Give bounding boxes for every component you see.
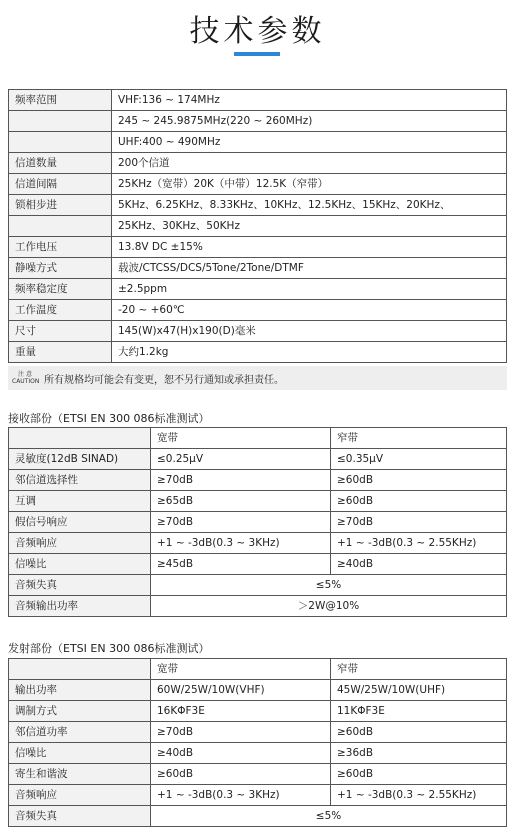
spec-label: 信道间隔 <box>9 174 112 195</box>
merged-value: ≤5% <box>151 575 507 596</box>
spec-value: 200个信道 <box>112 153 507 174</box>
table-row <box>9 449 507 470</box>
row-label: 互调 <box>9 491 151 512</box>
wide-value: 16KΦF3E <box>151 701 331 722</box>
caution-tag-cn: 注 意 <box>18 371 32 378</box>
narrow-value: ≥60dB <box>331 491 507 512</box>
table-row <box>9 216 507 237</box>
spec-value: VHF:136 ~ 174MHz <box>112 90 507 111</box>
table-row <box>9 195 507 216</box>
row-label: 输出功率 <box>9 680 151 701</box>
row-label: 信噪比 <box>9 743 151 764</box>
row-label: 邻信道功率 <box>9 722 151 743</box>
wide-value: ≥70dB <box>151 722 331 743</box>
spec-label: 工作电压 <box>9 237 112 258</box>
table-row <box>9 575 507 596</box>
table-header-row <box>9 428 507 449</box>
table-row <box>9 764 507 785</box>
spec-label: 频率范围 <box>9 90 112 111</box>
caution-note <box>8 366 507 390</box>
wide-value: ≤0.25μV <box>151 449 331 470</box>
receive-heading: 接收部份（ETSI EN 300 086标准测试） <box>8 412 210 425</box>
table-row <box>9 491 507 512</box>
spec-value: ±2.5ppm <box>112 279 507 300</box>
spec-label: 工作温度 <box>9 300 112 321</box>
spec-value: 245 ~ 245.9875MHz(220 ~ 260MHz) <box>112 111 507 132</box>
row-label: 调制方式 <box>9 701 151 722</box>
table-row <box>9 701 507 722</box>
spec-label <box>9 132 112 153</box>
wide-value: ≥70dB <box>151 470 331 491</box>
table-row <box>9 174 507 195</box>
transmit-table <box>8 658 507 827</box>
wide-value: ≥40dB <box>151 743 331 764</box>
spec-value: UHF:400 ~ 490MHz <box>112 132 507 153</box>
spec-label: 频率稳定度 <box>9 279 112 300</box>
wide-value: ≥45dB <box>151 554 331 575</box>
merged-value: ≤5% <box>151 806 507 827</box>
table-row <box>9 722 507 743</box>
row-label: 音频输出功率 <box>9 596 151 617</box>
table-row <box>9 533 507 554</box>
table-row <box>9 90 507 111</box>
row-label: 音频失真 <box>9 575 151 596</box>
row-label: 音频响应 <box>9 785 151 806</box>
narrow-value: ≥36dB <box>331 743 507 764</box>
table-row <box>9 279 507 300</box>
spec-value: 145(W)x47(H)x190(D)毫米 <box>112 321 507 342</box>
narrow-value: ≥60dB <box>331 722 507 743</box>
header-narrow: 窄带 <box>331 428 507 449</box>
narrow-value: 45W/25W/10W(UHF) <box>331 680 507 701</box>
narrow-value: ≥70dB <box>331 512 507 533</box>
table-row <box>9 258 507 279</box>
spec-label: 信道数量 <box>9 153 112 174</box>
table-row <box>9 680 507 701</box>
table-row <box>9 321 507 342</box>
transmit-heading: 发射部份（ETSI EN 300 086标准测试） <box>8 642 210 655</box>
table-row <box>9 237 507 258</box>
table-row <box>9 132 507 153</box>
header-blank <box>9 659 151 680</box>
spec-label: 尺寸 <box>9 321 112 342</box>
receive-table <box>8 427 507 617</box>
wide-value: ≥60dB <box>151 764 331 785</box>
spec-label: 重量 <box>9 342 112 363</box>
header-narrow: 窄带 <box>331 659 507 680</box>
row-label: 音频失真 <box>9 806 151 827</box>
wide-value: ≥65dB <box>151 491 331 512</box>
narrow-value: ≥40dB <box>331 554 507 575</box>
caution-tag-en: CAUTION <box>12 378 40 385</box>
spec-value: 25KHz、30KHz、50KHz <box>112 216 507 237</box>
narrow-value: +1 ~ -3dB(0.3 ~ 2.55KHz) <box>331 785 507 806</box>
spec-label: 锁相步进 <box>9 195 112 216</box>
wide-value: 60W/25W/10W(VHF) <box>151 680 331 701</box>
narrow-value: ≥60dB <box>331 764 507 785</box>
wide-value: +1 ~ -3dB(0.3 ~ 3KHz) <box>151 785 331 806</box>
wide-value: +1 ~ -3dB(0.3 ~ 3KHz) <box>151 533 331 554</box>
table-row <box>9 743 507 764</box>
table-row <box>9 470 507 491</box>
spec-value: 13.8V DC ±15% <box>112 237 507 258</box>
table-row <box>9 806 507 827</box>
row-label: 灵敏度(12dB SINAD) <box>9 449 151 470</box>
table-row <box>9 512 507 533</box>
table-row <box>9 111 507 132</box>
header-wide: 宽带 <box>151 428 331 449</box>
table-row <box>9 153 507 174</box>
spec-value: 大约1.2kg <box>112 342 507 363</box>
spec-value: 载波/CTCSS/DCS/5Tone/2Tone/DTMF <box>112 258 507 279</box>
merged-value: ＞2W@10% <box>151 596 507 617</box>
row-label: 音频响应 <box>9 533 151 554</box>
table-row <box>9 785 507 806</box>
spec-label: 静噪方式 <box>9 258 112 279</box>
table-row <box>9 596 507 617</box>
table-row <box>9 554 507 575</box>
row-label: 邻信道选择性 <box>9 470 151 491</box>
spec-value: -20 ~ +60℃ <box>112 300 507 321</box>
header-blank <box>9 428 151 449</box>
row-label: 寄生和谐波 <box>9 764 151 785</box>
narrow-value: ≥60dB <box>331 470 507 491</box>
spec-label <box>9 111 112 132</box>
table-row <box>9 300 507 321</box>
table-row <box>9 342 507 363</box>
caution-text: 所有规格均可能会有变更，恕不另行通知或承担责任。 <box>44 374 284 386</box>
narrow-value: +1 ~ -3dB(0.3 ~ 2.55KHz) <box>331 533 507 554</box>
row-label: 信噪比 <box>9 554 151 575</box>
narrow-value: 11KΦF3E <box>331 701 507 722</box>
narrow-value: ≤0.35μV <box>331 449 507 470</box>
spec-table <box>8 89 507 363</box>
header-wide: 宽带 <box>151 659 331 680</box>
page-title: 技术参数 <box>189 14 326 49</box>
spec-value: 25KHz（宽带）20K（中带）12.5K（窄带） <box>112 174 507 195</box>
spec-label <box>9 216 112 237</box>
wide-value: ≥70dB <box>151 512 331 533</box>
spec-value: 5KHz、6.25KHz、8.33KHz、10KHz、12.5KHz、15KHz、20KHz、 <box>112 195 507 216</box>
table-header-row <box>9 659 507 680</box>
title-underline <box>234 52 280 56</box>
caution-tag <box>12 371 38 385</box>
row-label: 假信号响应 <box>9 512 151 533</box>
